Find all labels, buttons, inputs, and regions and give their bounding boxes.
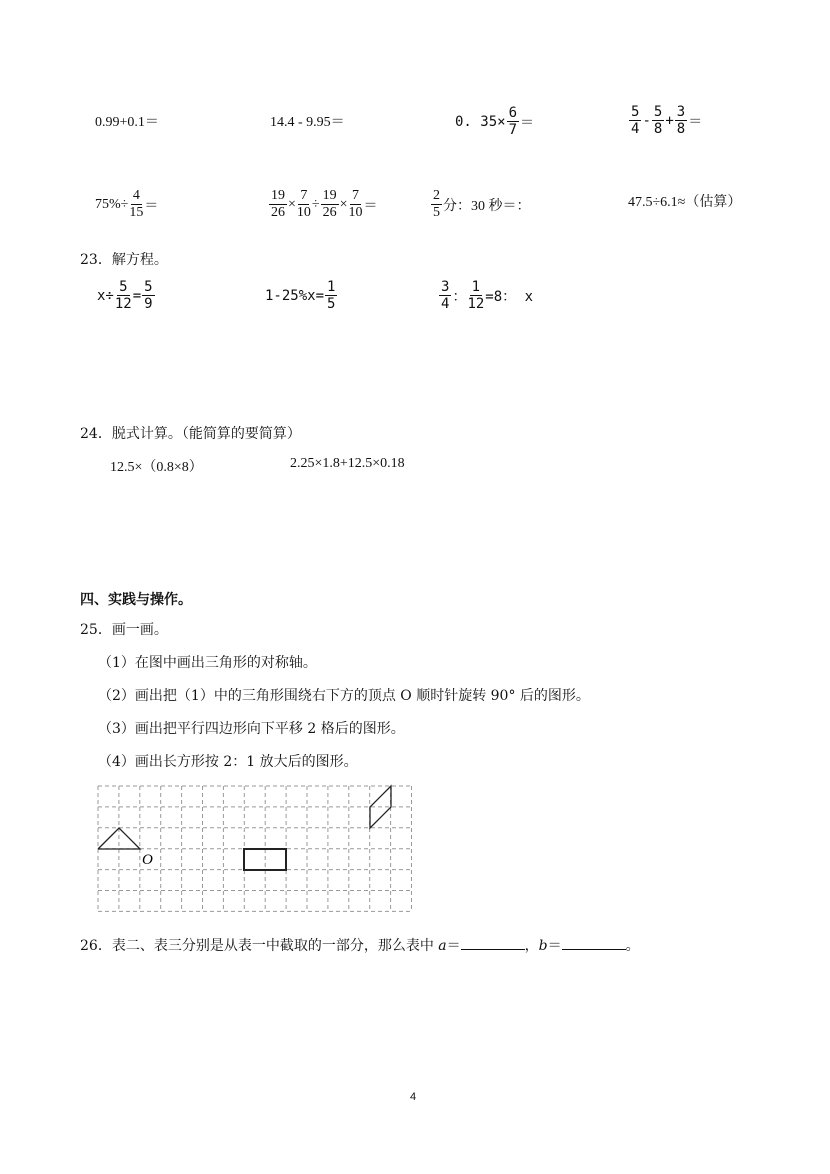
- calc-expression: [455, 105, 534, 138]
- fraction: $\frac{1}{12}$: [467, 279, 485, 312]
- fraction: $\frac{5}{4}$: [631, 104, 640, 137]
- question-26: 26．表二、表三分别是从表一中截取的一部分，那么表中 a＝ ，b＝ 。: [80, 935, 640, 955]
- equation: $\frac{3}{4}$ ： $\frac{1}{12}$ =8： x: [441, 279, 534, 312]
- calc-expression: 0.99+0.1＝: [95, 115, 159, 130]
- fraction: $\frac{3}{4}$: [441, 279, 450, 312]
- question-text: 26．表二、表三分别是从表一中截取的一部分，那么表中: [80, 938, 439, 954]
- page-number: 4: [410, 1091, 417, 1103]
- calc-expression: 2.25×1.8+12.5×0.18: [290, 456, 405, 471]
- calc-expression: 47.5÷6.1≈（估算）: [628, 195, 742, 210]
- fraction: $\frac{19}{26}$: [271, 188, 285, 220]
- section-title: 四、实践与操作。: [80, 592, 192, 608]
- instruction-item: （3）画出把平行四边形向下平移 2 格后的图形。: [98, 721, 405, 737]
- question-title: 25．画一画。: [80, 622, 168, 638]
- equation: x÷ $\frac{5}{12}$ = $\frac{5}{9}$: [97, 279, 153, 312]
- fraction: $\frac{7}{10}$: [348, 188, 363, 220]
- question-title: 24．脱式计算。（能简算的要简算）: [80, 426, 301, 442]
- instruction-item: （4）画出长方形按 2：1 放大后的图形。: [98, 754, 358, 770]
- fraction: $\frac{5}{8}$: [653, 104, 663, 137]
- fraction: $\frac{3}{8}$: [676, 104, 686, 137]
- fraction: $\frac{19}{26}$: [322, 188, 337, 220]
- fraction: $\frac{6}{7}$: [508, 105, 518, 138]
- instruction-item: （2）画出把（1）中的三角形围绕右下方的顶点 O 顺时针旋转 90° 后的图形。: [98, 688, 590, 704]
- calc-expression: 12.5×（0.8×8）: [110, 460, 203, 475]
- var-a: a: [438, 938, 447, 954]
- fraction: $\frac{2}{5}$: [433, 188, 440, 220]
- answer-blank-a[interactable]: [461, 935, 525, 950]
- equation: 1-25%x= $\frac{1}{5}$: [265, 279, 336, 312]
- fraction: $\frac{7}{10}$: [296, 188, 311, 220]
- expr-text: ＝: [520, 114, 535, 131]
- fraction: $\frac{5}{9}$: [144, 279, 153, 312]
- fraction: $\frac{4}{15}$: [129, 188, 144, 220]
- grid-figure: [95, 784, 415, 919]
- answer-blank-b[interactable]: [562, 935, 626, 950]
- calc-expression: $\frac{2}{5}$ 分：30 秒＝：: [433, 188, 531, 220]
- calc-expression: 75%÷ $\frac{4}{15}$ ＝: [95, 188, 159, 220]
- fraction: $\frac{1}{5}$: [327, 279, 336, 312]
- instruction-item: （1）在图中画出三角形的对称轴。: [98, 655, 317, 671]
- calc-expression: $\frac{19}{26}$ × $\frac{7}{10}$ ÷ $\frac{19}{26}$ × $\frac{7}{10}$ ＝: [271, 188, 378, 220]
- point-o-label: O: [142, 852, 153, 868]
- expr-text: 0. 35×: [455, 113, 506, 130]
- question-title: 23．解方程。: [80, 252, 168, 268]
- fraction: $\frac{5}{12}$: [114, 279, 132, 312]
- var-b: b: [538, 938, 548, 954]
- calc-expression: $\frac{5}{4}$ - $\frac{5}{8}$ + $\frac{3}{8}$ ＝: [631, 104, 703, 137]
- calc-expression: 14.4 - 9.95＝: [270, 115, 345, 130]
